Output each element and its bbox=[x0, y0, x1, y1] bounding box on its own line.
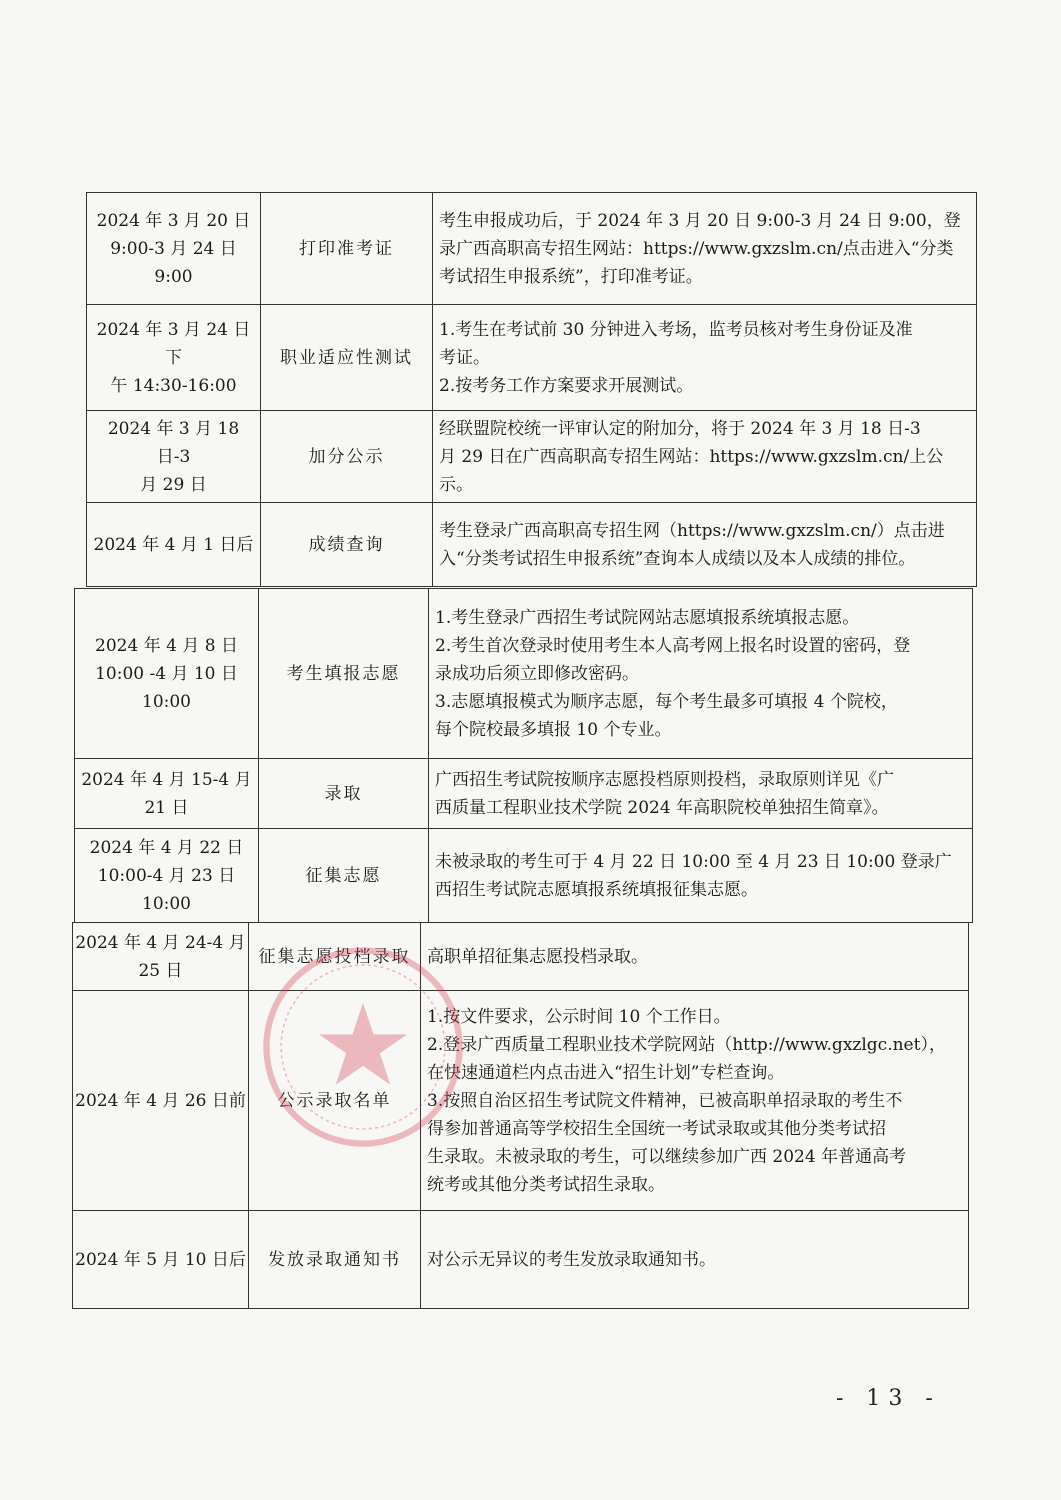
table-row bbox=[87, 503, 977, 587]
table-row bbox=[87, 193, 977, 305]
date-cell: 2024 年 4 月 22 日 10:00-4 月 23 日 10:00 bbox=[75, 829, 259, 923]
item-cell: 录取 bbox=[259, 759, 429, 829]
desc-cell: 对公示无异议的考生发放录取通知书。 bbox=[421, 1211, 969, 1309]
table-row bbox=[75, 829, 973, 923]
table-row bbox=[73, 1211, 969, 1309]
table-row bbox=[73, 923, 969, 991]
date-cell: 2024 年 4 月 8 日 10:00 -4 月 10 日 10:00 bbox=[75, 589, 259, 759]
page-number: - 13 - bbox=[836, 1386, 941, 1411]
desc-cell: 未被录取的考生可于 4 月 22 日 10:00 至 4 月 23 日 10:00 登录广 西招生考试院志愿填报系统填报征集志愿。 bbox=[429, 829, 973, 923]
desc-cell: 1.按文件要求，公示时间 10 个工作日。 2.登录广西质量工程职业技术学院网站（http://www.gxzlgc.net）， 在快速通道栏内点击进入“招生计划”专栏查询。 3.按照自治区招生考试院文件精神，已被高职单招录取的考生不 得参加普通高等学校招生全国统一考试录取或其他分类考试招 生录取。未被录取的考生，可以继续参加广西 2024 年普通高考 统考或其他分类考试招生录取。 bbox=[421, 991, 969, 1211]
table-row bbox=[73, 991, 969, 1211]
item-cell: 发放录取通知书 bbox=[249, 1211, 421, 1309]
item-cell: 征集志愿投档录取 bbox=[249, 923, 421, 991]
table-row bbox=[87, 411, 977, 503]
date-cell: 2024 年 4 月 24-4 月 25 日 bbox=[73, 923, 249, 991]
desc-cell: 1.考生登录广西招生考试院网站志愿填报系统填报志愿。 2.考生首次登录时使用考生本人高考网上报名时设置的密码，登 录成功后须立即修改密码。 3.志愿填报模式为顺序志愿，每个考生最多可填报 4 个院校， 每个院校最多填报 10 个专业。 bbox=[429, 589, 973, 759]
desc-cell: 考生登录广西高职高专招生网（https://www.gxzslm.cn/）点击进 入“分类考试招生申报系统”查询本人成绩以及本人成绩的排位。 bbox=[433, 503, 977, 587]
schedule-table-part-3 bbox=[72, 922, 969, 1309]
date-cell: 2024 年 3 月 18 日-3 月 29 日 bbox=[87, 411, 261, 503]
table-row bbox=[75, 589, 973, 759]
item-cell: 征集志愿 bbox=[259, 829, 429, 923]
date-cell: 2024 年 5 月 10 日后 bbox=[73, 1211, 249, 1309]
schedule-table-part-1 bbox=[86, 192, 977, 587]
desc-cell: 经联盟院校统一评审认定的附加分，将于 2024 年 3 月 18 日-3 月 29 日在广西高职高专招生网站：https://www.gxzslm.cn/上公 示。 bbox=[433, 411, 977, 503]
date-cell: 2024 年 4 月 15-4 月 21 日 bbox=[75, 759, 259, 829]
item-cell: 打印准考证 bbox=[261, 193, 433, 305]
item-cell: 职业适应性测试 bbox=[261, 305, 433, 411]
date-cell: 2024 年 3 月 24 日下 午 14:30-16:00 bbox=[87, 305, 261, 411]
table-row bbox=[75, 759, 973, 829]
item-cell: 公示录取名单 bbox=[249, 991, 421, 1211]
item-cell: 考生填报志愿 bbox=[259, 589, 429, 759]
table-row bbox=[87, 305, 977, 411]
desc-cell: 高职单招征集志愿投档录取。 bbox=[421, 923, 969, 991]
desc-cell: 1.考生在考试前 30 分钟进入考场，监考员核对考生身份证及准 考证。 2.按考务工作方案要求开展测试。 bbox=[433, 305, 977, 411]
desc-cell: 广西招生考试院按顺序志愿投档原则投档，录取原则详见《广 西质量工程职业技术学院 2024 年高职院校单独招生简章》。 bbox=[429, 759, 973, 829]
date-cell: 2024 年 4 月 1 日后 bbox=[87, 503, 261, 587]
item-cell: 加分公示 bbox=[261, 411, 433, 503]
desc-cell: 考生申报成功后，于 2024 年 3 月 20 日 9:00-3 月 24 日 9:00，登 录广西高职高专招生网站：https://www.gxzslm.cn/点击进入“分类 考试招生申报系统”，打印准考证。 bbox=[433, 193, 977, 305]
date-cell: 2024 年 3 月 20 日 9:00-3 月 24 日 9:00 bbox=[87, 193, 261, 305]
item-cell: 成绩查询 bbox=[261, 503, 433, 587]
date-cell: 2024 年 4 月 26 日前 bbox=[73, 991, 249, 1211]
schedule-table-part-2 bbox=[74, 588, 973, 923]
